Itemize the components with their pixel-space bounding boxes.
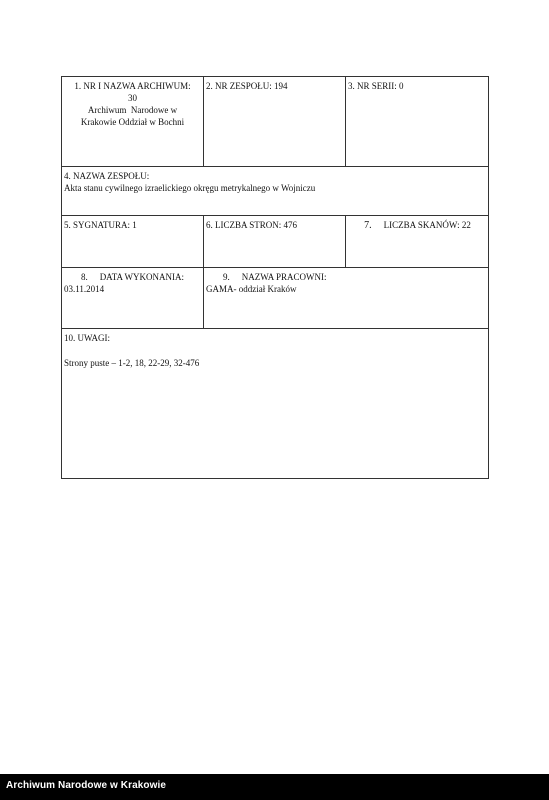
series-number: 3. NR SERII: 0 bbox=[348, 81, 404, 91]
archive-name-line1: Archiwum Narodowe w bbox=[87, 105, 178, 115]
scan-count bbox=[348, 219, 487, 232]
footer-bar bbox=[0, 774, 549, 800]
signature-cell bbox=[62, 216, 203, 267]
notes-label: 10. UWAGI: bbox=[64, 333, 110, 343]
fond-name-label: 4. NAZWA ZESPOŁU: bbox=[64, 171, 150, 181]
date-number: 8. bbox=[80, 272, 88, 282]
archive-cell bbox=[62, 77, 203, 166]
date-heading bbox=[64, 271, 201, 283]
scan-count-number: 7. bbox=[364, 220, 372, 231]
fond-number: 2. NR ZESPOŁU: 194 bbox=[206, 81, 288, 91]
date-value: 03.11.2014 bbox=[64, 284, 105, 294]
workshop-number: 9. bbox=[223, 272, 230, 282]
archive-name-line2: Krakowie Oddział w Bochni bbox=[80, 117, 185, 127]
notes-value: Strony puste – 1-2, 18, 22-29, 32-476 bbox=[64, 358, 200, 368]
date-label: DATA WYKONANIA: bbox=[99, 272, 185, 282]
series-number-cell bbox=[346, 77, 489, 166]
fond-name-cell bbox=[62, 167, 489, 215]
page-count-cell bbox=[204, 216, 345, 267]
fond-name-value: Akta stanu cywilnego izraelickiego okręgu metrykalnego w Wojniczu bbox=[64, 183, 316, 193]
scan-count-cell bbox=[346, 216, 489, 267]
archive-metadata-form bbox=[61, 76, 489, 479]
date-cell bbox=[62, 268, 203, 328]
workshop-heading bbox=[206, 271, 487, 283]
page-count: 6. LICZBA STRON: 476 bbox=[206, 220, 298, 230]
workshop-value: GAMA- oddział Kraków bbox=[206, 284, 297, 294]
workshop-label: NAZWA PRACOWNI: bbox=[241, 272, 327, 282]
fond-number-cell bbox=[204, 77, 345, 166]
archive-number: 30 bbox=[128, 93, 137, 103]
notes-cell bbox=[62, 329, 489, 479]
workshop-cell bbox=[204, 268, 489, 328]
scan-count-label: LICZBA SKANÓW: 22 bbox=[383, 220, 471, 230]
signature: 5. SYGNATURA: 1 bbox=[64, 220, 137, 230]
footer-text: Archiwum Narodowe w Krakowie bbox=[6, 780, 167, 791]
archive-label: 1. NR I NAZWA ARCHIWUM: bbox=[74, 81, 191, 91]
